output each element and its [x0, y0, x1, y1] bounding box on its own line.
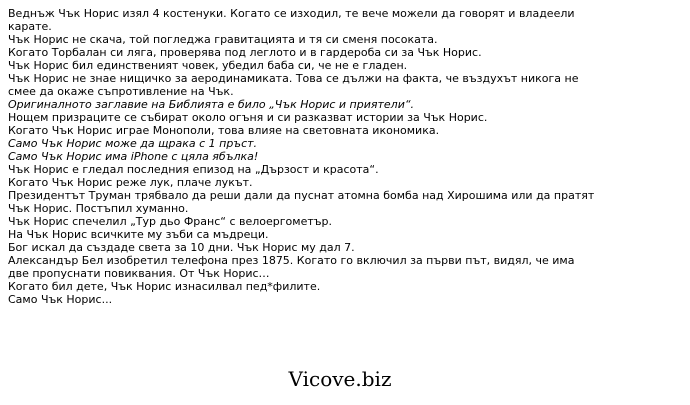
- fact-item: Чък Норис бил единственият човек, убедил баба си, че не е гладен.: [8, 59, 408, 72]
- fact-item: На Чък Норис всичките му зъби са мъдреци.: [8, 228, 269, 241]
- fact-item: Бог искал да създаде света за 10 дни. Чък Норис му дал 7.: [8, 241, 355, 254]
- fact-item: Нощем призраците се събират около огъня и си разказват истории за Чък Норис.: [8, 111, 488, 124]
- fact-item: Когато бил дете, Чък Норис изнасилвал пед*филите.: [8, 280, 321, 293]
- fact-item: Когато Торбалан си ляга, проверява под леглото и в гардероба си за Чък Норис.: [8, 46, 482, 59]
- facts-list: [8, 7, 598, 306]
- fact-item: Президентът Труман трябвало да реши дали да пуснат атомна бомба над Хирошима или да пратят Чък Норис. Постъпил хуманно.: [8, 189, 595, 215]
- fact-item: Само Чък Норис...: [8, 293, 113, 306]
- fact-item: Чък Норис не знае нищичко за аеродинамиката. Това се дължи на факта, че въздухът никога не смее да окаже съпротивление на Чък.: [8, 72, 579, 98]
- fact-item: Чък Норис спечелил „Тур дьо Франс“ с велоергометър.: [8, 215, 333, 228]
- fact-item: Само Чък Норис може да щрака с 1 пръст.: [8, 137, 258, 150]
- fact-item: Веднъж Чък Норис изял 4 костенуки. Когато се изходил, те вече можели да говорят и владеели карате.: [8, 7, 575, 33]
- fact-item: Чък Норис не скача, той погледжа гравитацията и тя си сменя посоката.: [8, 33, 438, 46]
- fact-item: Само Чък Норис има iPhone с цяла ябълка!: [8, 150, 259, 163]
- fact-item: Александър Бел изобретил телефона през 1875. Когато го включил за първи път, видял, че има две пропуснати повиквания. От Чък Норис…: [8, 254, 575, 280]
- fact-item: Когато Чък Норис реже лук, плаче лукът.: [8, 176, 253, 189]
- site-watermark: Vicove.biz: [288, 367, 392, 391]
- fact-item: Оригиналното заглавие на Библията е било „Чък Норис и приятели“.: [8, 98, 415, 111]
- fact-item: Чък Норис е гледал последния епизод на „Дързост и красота“.: [8, 163, 379, 176]
- fact-item: Когато Чък Норис играе Монополи, това влияе на световната икономика.: [8, 124, 440, 137]
